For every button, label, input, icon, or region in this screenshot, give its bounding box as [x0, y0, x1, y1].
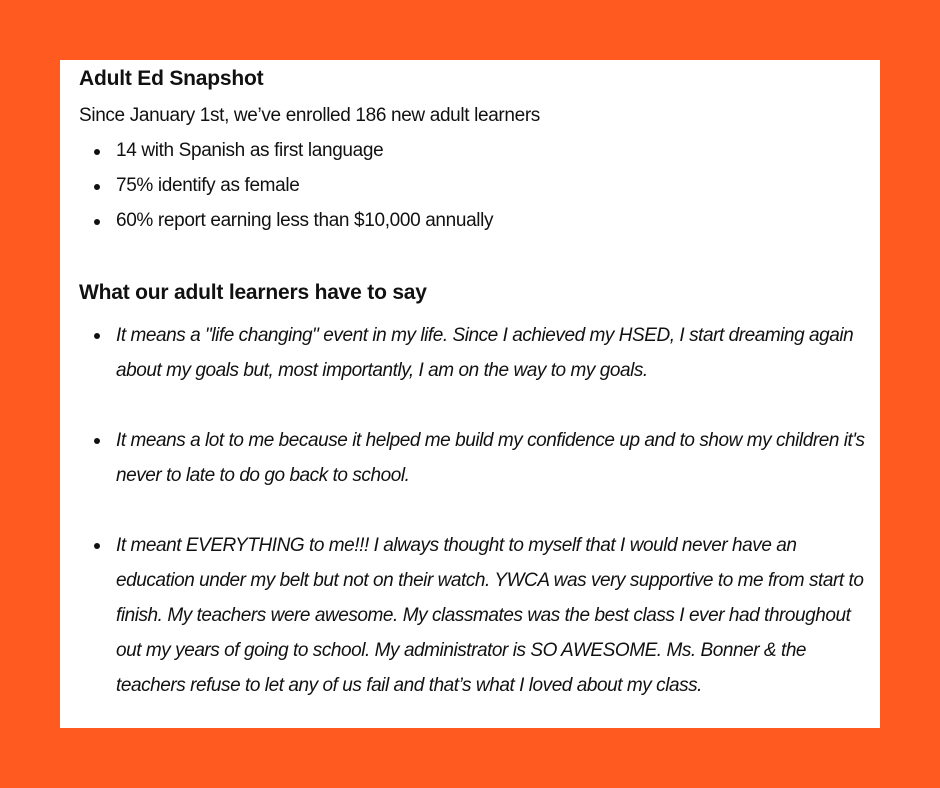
stat-item: 14 with Spanish as first language — [79, 140, 866, 175]
testimonial-quote: It means a "life changing" event in my life. Since I achieved my HSED, I start dreaming again about my goals but, most importantly, I am on the way to my goals. — [79, 318, 866, 388]
stat-item: 75% identify as female — [79, 175, 866, 210]
snapshot-stats-list — [79, 140, 866, 245]
testimonial-quote: It means a lot to me because it helped me build my confidence up and to show my children it's never to late to do go back to school. — [79, 423, 866, 493]
content-card — [60, 60, 880, 728]
testimonials-title: What our adult learners have to say — [79, 281, 427, 304]
snapshot-title: Adult Ed Snapshot — [79, 67, 264, 90]
testimonial-quote: It meant EVERYTHING to me!!! I always thought to myself that I would never have an education under my belt but not on their watch. YWCA was very supportive to me from start to finish. My teachers were awesome. My classmates was the best class I ever had throughout out my years of going to school. My administrator is SO AWESOME. Ms. Bonner & the teachers refuse to let any of us fail and that’s what I loved about my class. — [79, 528, 866, 703]
stat-item: 60% report earning less than $10,000 annually — [79, 210, 866, 245]
snapshot-intro: Since January 1st, we’ve enrolled 186 new adult learners — [79, 105, 540, 126]
testimonials-list — [79, 318, 866, 738]
